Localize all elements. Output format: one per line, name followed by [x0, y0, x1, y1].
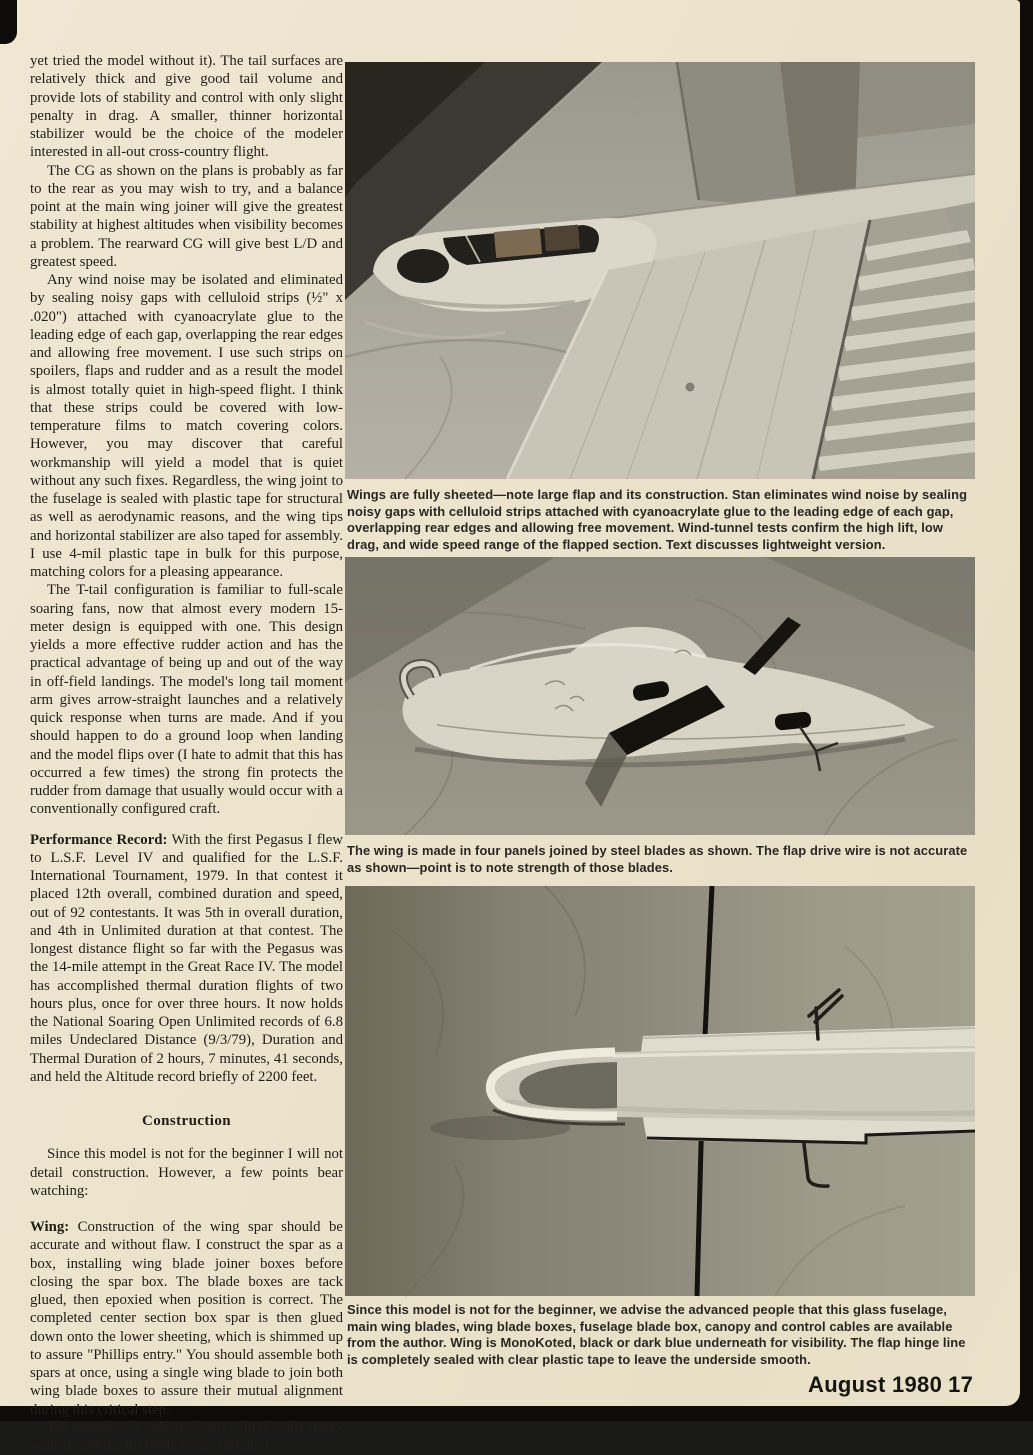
- footer-issue: August 1980: [808, 1372, 943, 1397]
- paragraph: The T-tail configuration is familiar to full-scale soaring fans, now that almost every modern 15-meter design is equipped with one. This design yields a more effective rudder action and has the practical advantage of being up and out of the way in off-field landings. The model's long tail moment arm gives arrow-straight launches and a relatively quick response when turns are made. And if you should happen to do a ground loop when landing and the model flips over (I hate to admit that this has occurred a few times) the strong fin protects the rudder from damage that usually would occur with a conventionally configured craft.: [30, 582, 343, 818]
- construction-heading: Construction: [142, 1113, 231, 1129]
- article-column: [30, 52, 343, 1455]
- scan-corner-mark: [0, 0, 17, 44]
- footer-page-number: 17: [948, 1372, 974, 1397]
- paragraph-performance-record: Performance Record: With the first Pegasus I flew to L.S.F. Level IV and qualified for the L.S.F. International Tournament, 1979. In that contest it placed 12th overall, combined duration and speed, out of 92 contestants. It was 5th in overall duration, and 4th in Unlimited duration at that contest. The longest distance flight so far with the Pegasus was the 14-mile attempt in the Great Race IV. The model has accomplished thermal duration flights of two hours plus, once for over three hours. It now holds the National Soaring Open Unlimited records of 6.8 miles Undeclared Distance (9/3/79), Duration and Thermal Duration of 2 hours, 7 minutes, 41 seconds, and held the Altitude record briefly of 2200 feet.: [30, 831, 343, 1085]
- page-footer: [808, 1372, 979, 1398]
- paragraph-lead: Wing:: [30, 1219, 70, 1235]
- photo-caption-3: Since this model is not for the beginner, we advise the advanced people that this glass fuselage, main wing blades, wing blade boxes, fuselage blade box, canopy and control cables are available from the author. Wing is MonoKoted, black or dark blue underneath for visibility. The flap hinge line is completely sealed with clear plastic tape to leave the underside smooth.: [347, 1302, 966, 1367]
- paragraph: Since this model is not for the beginner I will not detail construction. However, a few points bear watching:: [30, 1146, 343, 1199]
- photo-nose-blade-box: [345, 886, 975, 1296]
- paragraph-wing: Wing: Construction of the wing spar should be accurate and without flaw. I construct the spar as a box, installing wing blade joiner boxes before closing the spar box. The blade boxes are tack glued, then epoxied when position is correct. The completed center section box spar is then glued down onto the lower sheeting, which is shimmed up to assure "Phillips entry." You should assemble both spars at once, using a single wing blade to join both wing blade boxes to assure their mutual alignment during this critical step.: [30, 1219, 343, 1418]
- paragraph-lead: Performance Record:: [30, 831, 168, 848]
- paragraph: yet tried the model without it). The tail surfaces are relatively thick and give good tail volume and provide lots of stability and control with only slight penalty in drag. A smaller, thinner horizontal stabilizer would be the choice of the modeler interested in all-out cross-country flight.: [30, 53, 343, 161]
- paragraph: Tip assembly is conventional, with the ribs stack-sanded, and the tip blade boxes installed: [30, 1419, 343, 1454]
- photo-fuselage-blades: [345, 557, 975, 835]
- photo-wing-flap-image: [345, 62, 975, 479]
- photo-wing-flap: [345, 62, 975, 479]
- photo-caption-2: The wing is made in four panels joined by steel blades as shown. The flap drive wire is not accurate as shown—point is to note strength of those blades.: [347, 843, 968, 875]
- photo-caption-1: Wings are fully sheeted—note large flap and its construction. Stan eliminates wind noise by sealing noisy gaps with celluloid strips attached with cyanoacrylate glue to the leading edge of each gap, overlapping rear edges and allowing free movement. Wind-tunnel tests confirm the high lift, low drag, and wide speed range of the flapped section. Text discusses lightweight version.: [347, 487, 968, 552]
- photo-nose-blade-box-image: [345, 886, 975, 1296]
- paragraph: The CG as shown on the plans is probably as far to the rear as you may wish to try, and a balance point at the main wing joiner will give the greatest stability at highest altitudes when visibility becomes a problem. The rearward CG will give best L/D and greatest speed.: [30, 162, 343, 270]
- photo-fuselage-blades-image: [345, 557, 975, 835]
- paragraph: Any wind noise may be isolated and eliminated by sealing noisy gaps with celluloid strips (½" x .020") attached with cyanoacrylate glue to the leading edge of each gap, overlapping the rear edges and allowing free movement. I use such strips on spoilers, flaps and rudder and as a result the model is almost totally quiet in high-speed flight. I think that these strips could be covered with low-temperature films to match covering colors. However, you may discover that careful workmanship will yield a model that is quiet without any such fixes. Regardless, the wing joint to the fuselage is sealed with plastic tape for structural as well as aerodynamic reasons, and the wing tips and horizontal stabilizer are also taped for assembly. I use 4-mil plastic tape in bulk for this purpose, matching colors for a pleasing appearance.: [30, 272, 343, 580]
